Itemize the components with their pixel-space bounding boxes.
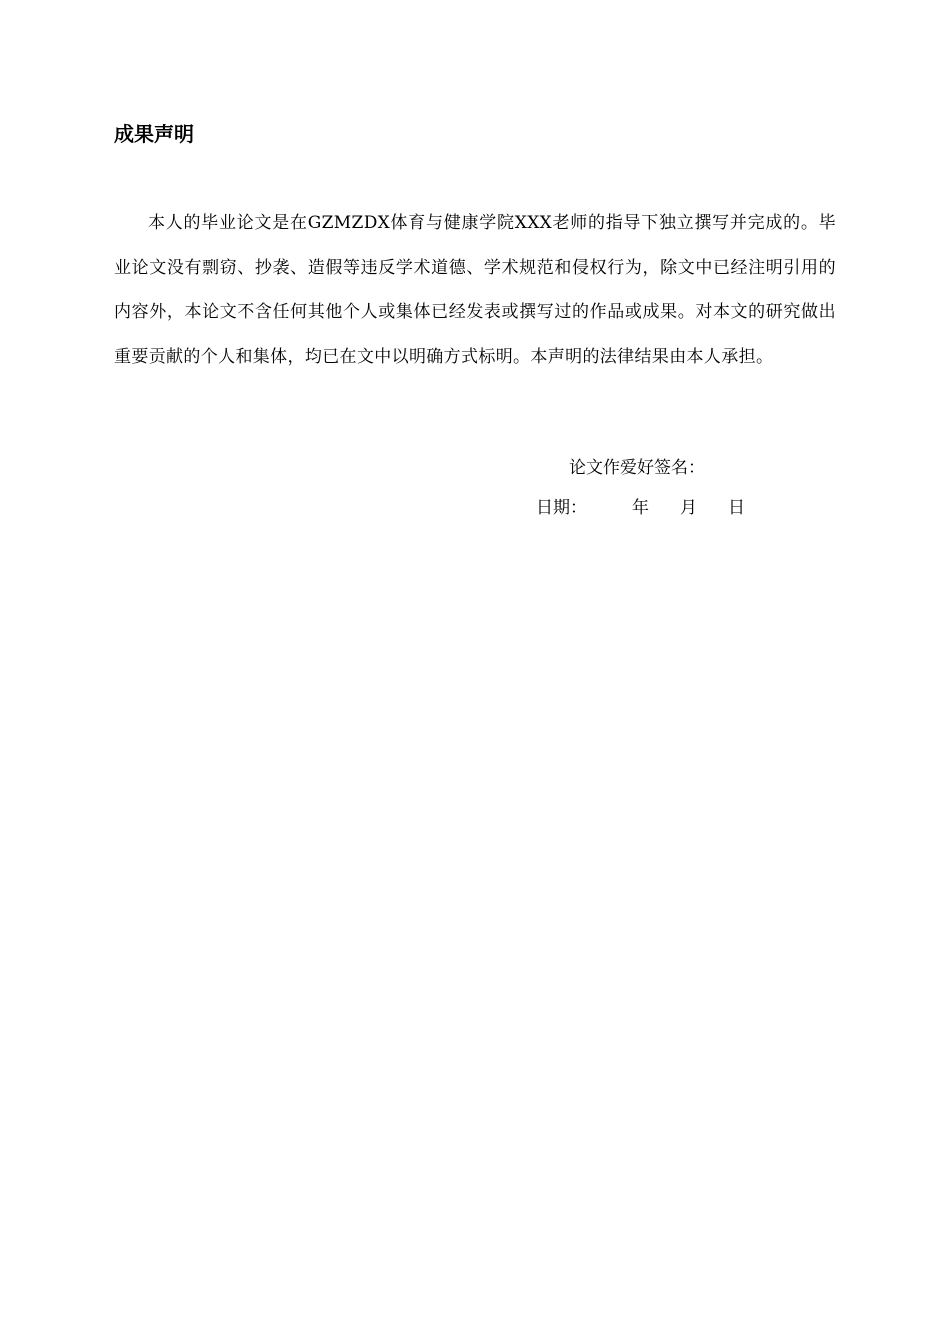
declaration-paragraph: 本人的毕业论文是在GZMZDX体育与健康学院XXX老师的指导下独立撰写并完成的。毕业论文没有剽窃、抄袭、造假等违反学术道德、学术规范和侵权行为，除文中已经注明引用的内容外，本论文不含任何其他个人或集体已经发表或撰写过的作品或成果。对本文的研究做出重要贡献的个人和集体，均已在文中以明确方式标明。本声明的法律结果由本人承担。 [114, 213, 836, 367]
date-month-label: 月 [680, 498, 697, 518]
date-label: 日期： [536, 498, 587, 518]
date-year-label: 年 [632, 498, 649, 518]
signature-line: 论文作爱好签名： [569, 458, 705, 478]
date-day-label: 日 [728, 498, 745, 518]
date-line [536, 496, 752, 520]
page-title: 成果声明 [114, 122, 194, 146]
